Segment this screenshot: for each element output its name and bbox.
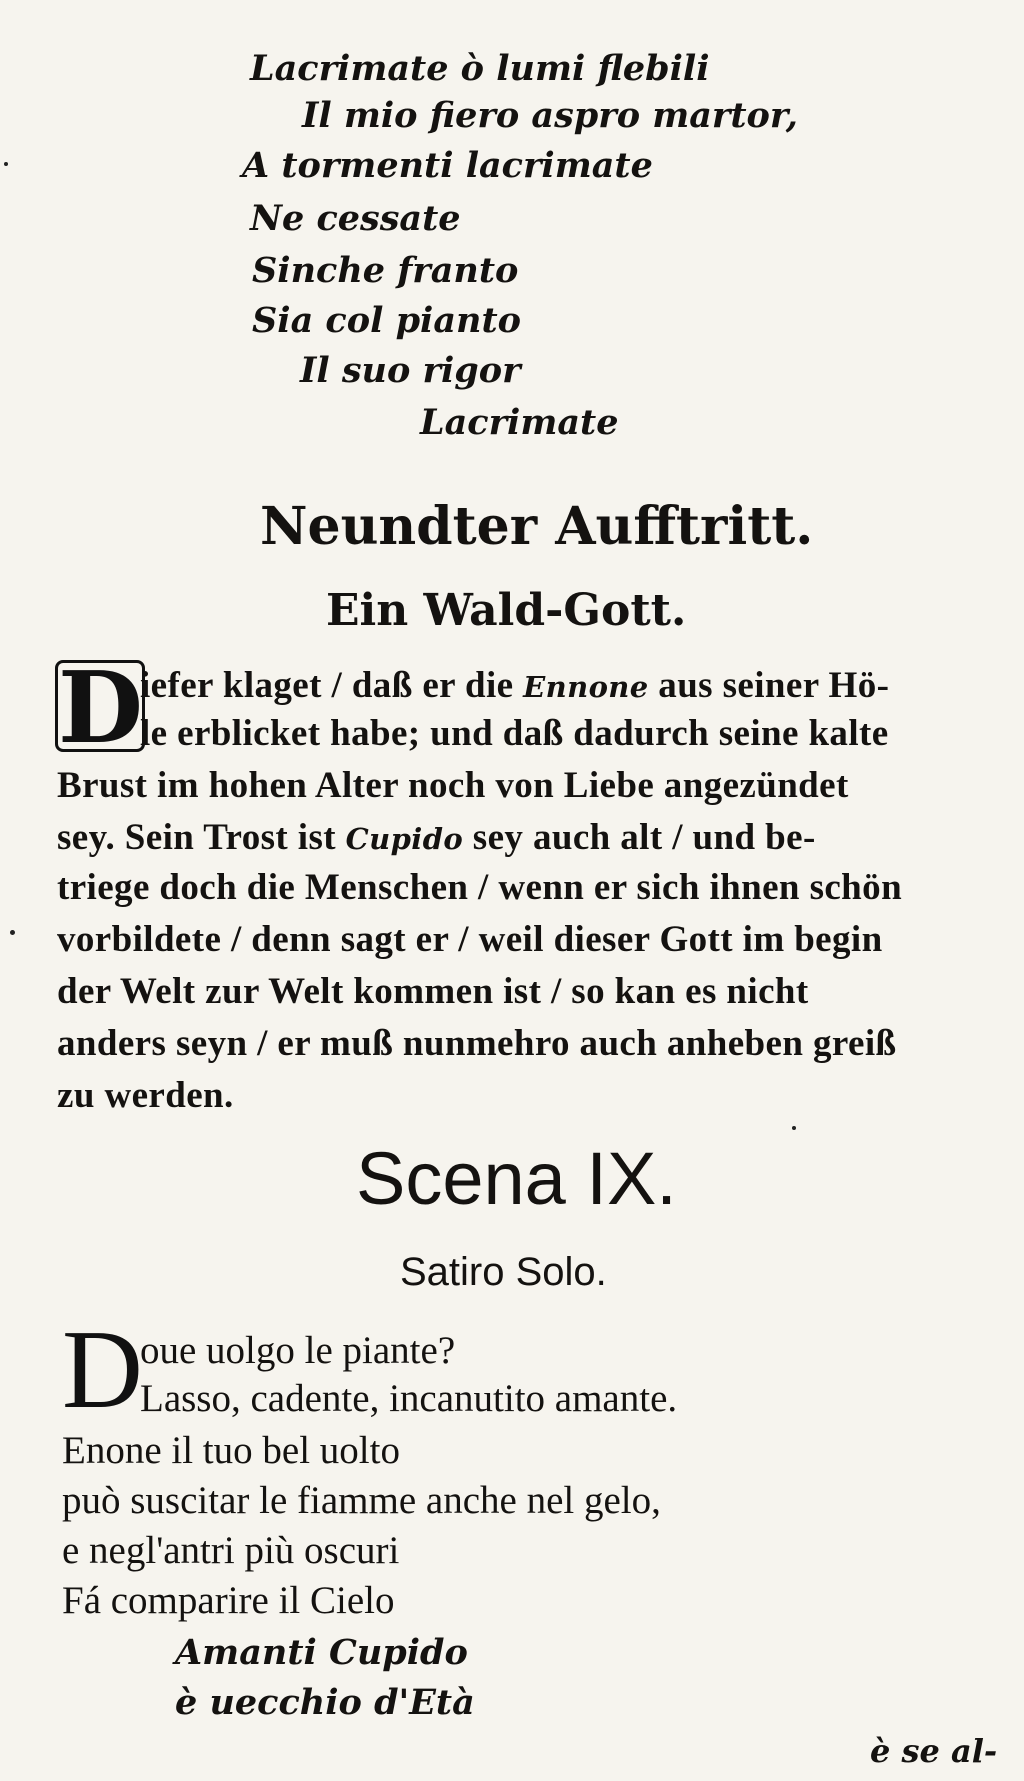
verse-line-3: Enone il tuo bel uolto — [62, 1429, 400, 1472]
dropcap-initial-verse: D — [62, 1308, 143, 1432]
ink-speck — [792, 1126, 796, 1130]
poem-line-1: Lacrimate ò lumi flebili — [250, 48, 710, 89]
catchword: è se al- — [870, 1732, 998, 1770]
name-cupido: Cupido — [345, 822, 464, 856]
verse-line-1: oue uolgo le piante? — [140, 1329, 456, 1372]
verse-line-4: può suscitar le fiamme anche nel gelo, — [62, 1479, 661, 1522]
scene-subheading-german: Ein Wald-Gott. — [326, 585, 687, 636]
paragraph-line-1: iefer klaget / daß er die Ennone aus seiner Hö- — [140, 665, 890, 706]
paragraph-line-6: vorbildete / denn sagt er / weil dieser Gott im begin — [57, 919, 883, 960]
verse-line-6: Fá comparire il Cielo — [62, 1579, 395, 1622]
paragraph-line-2: le erblicket habe; und daß dadurch seine kalte — [140, 713, 889, 754]
poem-line-5: Sinche franto — [252, 250, 519, 291]
paragraph-line-7: der Welt zur Welt kommen ist / so kan es nicht — [57, 971, 809, 1012]
paragraph-line-3: Brust im hohen Alter noch von Liebe angezündet — [57, 765, 849, 806]
dropcap-initial: D — [55, 660, 145, 752]
poem-line-4: Ne cessate — [250, 198, 461, 239]
poem-line-7: Il suo rigor — [300, 350, 521, 391]
verse-line-8: è uecchio d'Età — [175, 1682, 475, 1723]
poem-line-6: Sia col pianto — [252, 300, 521, 341]
scene-subtitle-italian: Satiro Solo. — [400, 1250, 607, 1294]
ink-speck — [4, 162, 8, 166]
paragraph-line-9: zu werden. — [57, 1075, 234, 1116]
verse-line-2: Lasso, cadente, incanutito amante. — [140, 1377, 678, 1420]
poem-line-8: Lacrimate — [420, 402, 619, 443]
ink-speck — [10, 930, 15, 935]
scene-title-italian: Scena IX. — [356, 1137, 677, 1220]
verse-line-7: Amanti Cupido — [175, 1632, 468, 1673]
poem-line-2: Il mio fiero aspro martor, — [302, 95, 798, 136]
paragraph-line-4: sey. Sein Trost ist Cupido sey auch alt / und be- — [57, 817, 816, 858]
poem-line-3: A tormenti lacrimate — [242, 145, 653, 186]
name-ennone: Ennone — [523, 670, 649, 704]
verse-line-5: e negl'antri più oscuri — [62, 1529, 400, 1572]
paragraph-line-8: anders seyn / er muß nunmehro auch anheben greiß — [57, 1023, 897, 1064]
scene-heading-german: Neundter Aufftritt. — [260, 496, 814, 557]
paragraph-line-5: triege doch die Menschen / wenn er sich ihnen schön — [57, 867, 903, 908]
